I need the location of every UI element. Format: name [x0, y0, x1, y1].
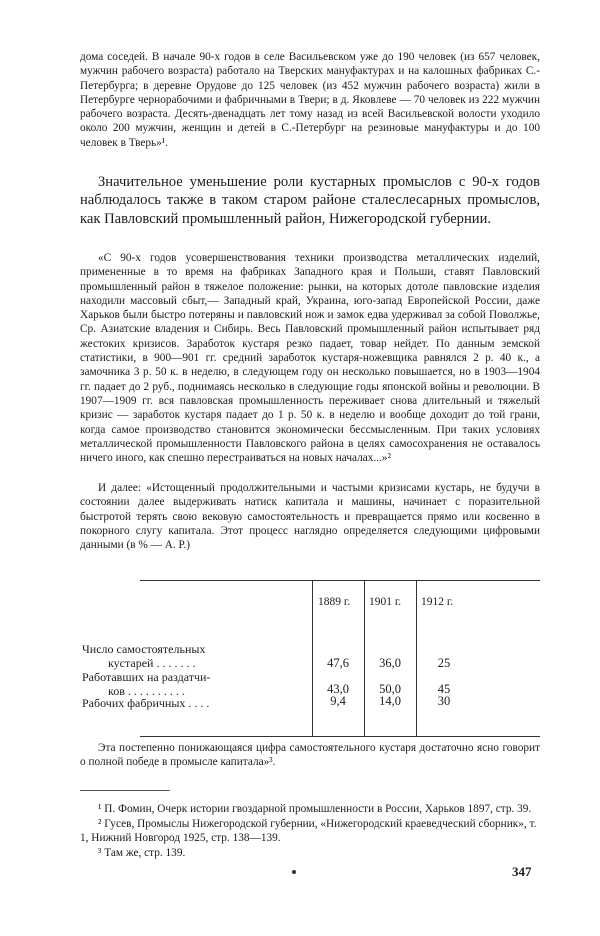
row-label: Число самостоятельных: [82, 642, 206, 656]
table-header-1901: 1901 г.: [369, 596, 402, 608]
table-header-1889: 1889 г.: [318, 596, 351, 608]
row-label: Рабочих фабричных . . . .: [82, 696, 210, 710]
main-paragraph-text: Значительное уменьшение роли кустарных промыслов с 90-х годов наблюдалось также в таком старом районе сталеслесарных промыслов, как Павловский промышленный район, Нижегородской губернии.: [80, 174, 540, 227]
print-mark: [292, 870, 296, 874]
footnote: ³ Там же, стр. 139.: [98, 846, 186, 859]
table-header-1912: 1912 г.: [421, 596, 454, 608]
top-paragraph-text: дома соседей. В начале 90-х годов в селе Васильевском уже до 190 человек (из 657 человек, мужчин рабочего возраста) работало на Тверских мануфактурах и на калошных фабриках С.-Петербурга; в деревне Орудове до 125 человек (из 452 мужчин рабочего возраста) жили в Петербурге чернорабочими и фабричными в Твери; в д. Яковлеве — 70 человек из 222 мужчин рабочего возраста. Десять-двенадцать лет тому назад из всей Васильевской волости уходило около 200 мужчин, женщин и детей в С.-Петербург на резиновые мануфактуры и до 100 человек в Тверь»¹.: [80, 51, 540, 149]
table-cell: 14,0: [379, 694, 401, 708]
table-bottom-rule: [140, 736, 540, 737]
row-label: Работавших на раздатчи-: [82, 670, 211, 684]
footnote-separator: [80, 790, 170, 791]
row-label: кустарей . . . . . . .: [108, 656, 196, 670]
footnote: ¹ П. Фомин, Очерк истории гвоздарной промышленности в России, Харьков 1897, стр. 39.: [98, 803, 532, 815]
table-cell: 47,6: [327, 656, 349, 670]
table-cell: 45: [437, 682, 451, 696]
table-cell: 43,0: [327, 682, 349, 696]
after-table-paragraph: [80, 741, 540, 770]
table-top-rule: [140, 580, 540, 581]
table-cell: 25: [437, 656, 451, 670]
after-table-text: Эта постепенно понижающаяся цифра самостоятельного кустаря достаточно ясно говорит о полной победе в промысле капитала»³.: [80, 742, 540, 769]
footnotes: [80, 802, 540, 860]
quote-paragraph-1: [80, 251, 540, 465]
main-paragraph: [80, 173, 540, 228]
table-cell: 50,0: [379, 682, 401, 696]
quote-paragraph-2: [80, 481, 540, 552]
table-cell: 9,4: [330, 694, 346, 708]
table-column-divider: [416, 580, 417, 736]
page-number: 347: [512, 864, 532, 879]
top-paragraph: [80, 50, 540, 150]
footnote: ² Гусев, Промыслы Нижегородской губернии, «Нижегородский краеведческий сборник», т. 1, Нижний Новгород 1925, стр. 138—139.: [80, 817, 537, 844]
table-column-divider: [364, 580, 365, 736]
table-cell: 36,0: [379, 656, 401, 670]
quote-2-text: И далее: «Истощенный продолжительными и частыми кризисами кустарь, не будучи в состоянии далее выдерживать натиск капитала и машины, начинает с поразительной быстротой терять свою вековую самостоятельность и превращается прямо или косвенно в покорного слугу капитала. Этот процесс наглядно определяется следующими цифровыми данными (в % — А. Р.): [80, 482, 540, 552]
data-table: [80, 580, 540, 740]
row-label: ков . . . . . . . . . .: [108, 684, 185, 698]
quote-1-text: «С 90-х годов усовершенствования техники производства металлических изделий, примененные в то время на фабриках Западного края и Польши, ставят Павловский промышленный район в тяжелое положение: рынки, на которых дотоле павловские изделия находили массовый сбыт,— Западный край, Украина, юго-запад Европейской России, даже Харьков были быстро потеряны и павловский нож и замок едва удерживал за собой Поволжье, Ср. Азиатские владения и Сибирь. Весь Павловский промышленный район испытывает ряд жестоких кризисов. Заработок кустаря резко падает, товар нейдет. По данным земской статистики, в 900—901 гг. средний заработок кустаря-ножевщика равнялся 2 р. 40 к., а замочника 3 р. 50 к. в неделю, в следующем году он несколько повышается, но в 1903—1904 гг. падает до 2 руб., поднимаясь несколько в следующие годы японской войны и революции. В 1907—1909 гг. вся павловская промышленность переживает снова длительный и тяжелый кризис — заработок кустаря падает до 1 р. 50 к. в неделю и вообще доходит до той грани, когда самое производство становится экономически бессмысленным. При таких условиях металлической промышленности Павловского района в целях самосохранения не оставалось ничего иного, как спешно перестраиваться на новых началах...»²: [80, 252, 540, 465]
table-cell: 30: [437, 694, 451, 708]
table-column-divider: [312, 580, 313, 736]
